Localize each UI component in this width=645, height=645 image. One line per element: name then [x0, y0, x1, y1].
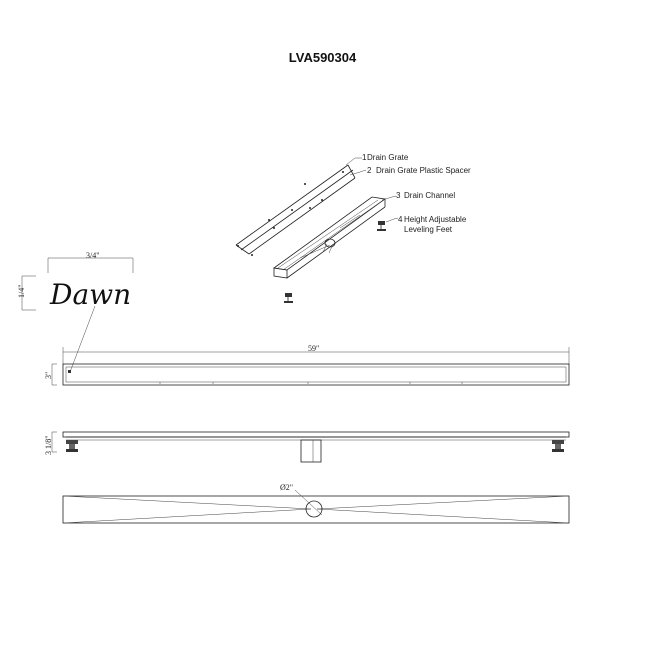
- logo-detail: [17, 251, 133, 372]
- logo-height-dim: 1/4": [17, 284, 26, 298]
- top-view: [44, 344, 569, 385]
- part-3-label: Drain Channel: [404, 191, 456, 200]
- length-dim: 59": [308, 344, 320, 353]
- part-2-number: 2: [367, 166, 372, 175]
- part-4-number: 4: [398, 215, 403, 224]
- bottom-view: [63, 483, 569, 523]
- outlet-diameter-dim: Ø2": [280, 483, 294, 492]
- brand-logo: Dawn: [50, 278, 132, 311]
- part-1-label: Drain Grate: [367, 153, 409, 162]
- height-dim: 3 1/8": [44, 435, 53, 455]
- drain-channel: [274, 197, 385, 278]
- part-4-label-line2: Leveling Feet: [404, 225, 453, 234]
- logo-width-dim: 3/4": [86, 251, 100, 260]
- side-view: [44, 432, 569, 462]
- part-3-number: 3: [396, 191, 401, 200]
- part-4-label: Height Adjustable: [404, 215, 467, 224]
- width-dim: 3": [44, 371, 53, 379]
- part-2-label: Drain Grate Plastic Spacer: [376, 166, 471, 175]
- part-1-number: 1: [362, 153, 367, 162]
- drawing-title: LVA590304: [288, 50, 357, 65]
- exploded-view: [236, 153, 471, 303]
- leveling-foot-icon: [284, 293, 293, 303]
- leveling-foot-icon: [377, 221, 386, 231]
- drain-grate: [236, 165, 355, 256]
